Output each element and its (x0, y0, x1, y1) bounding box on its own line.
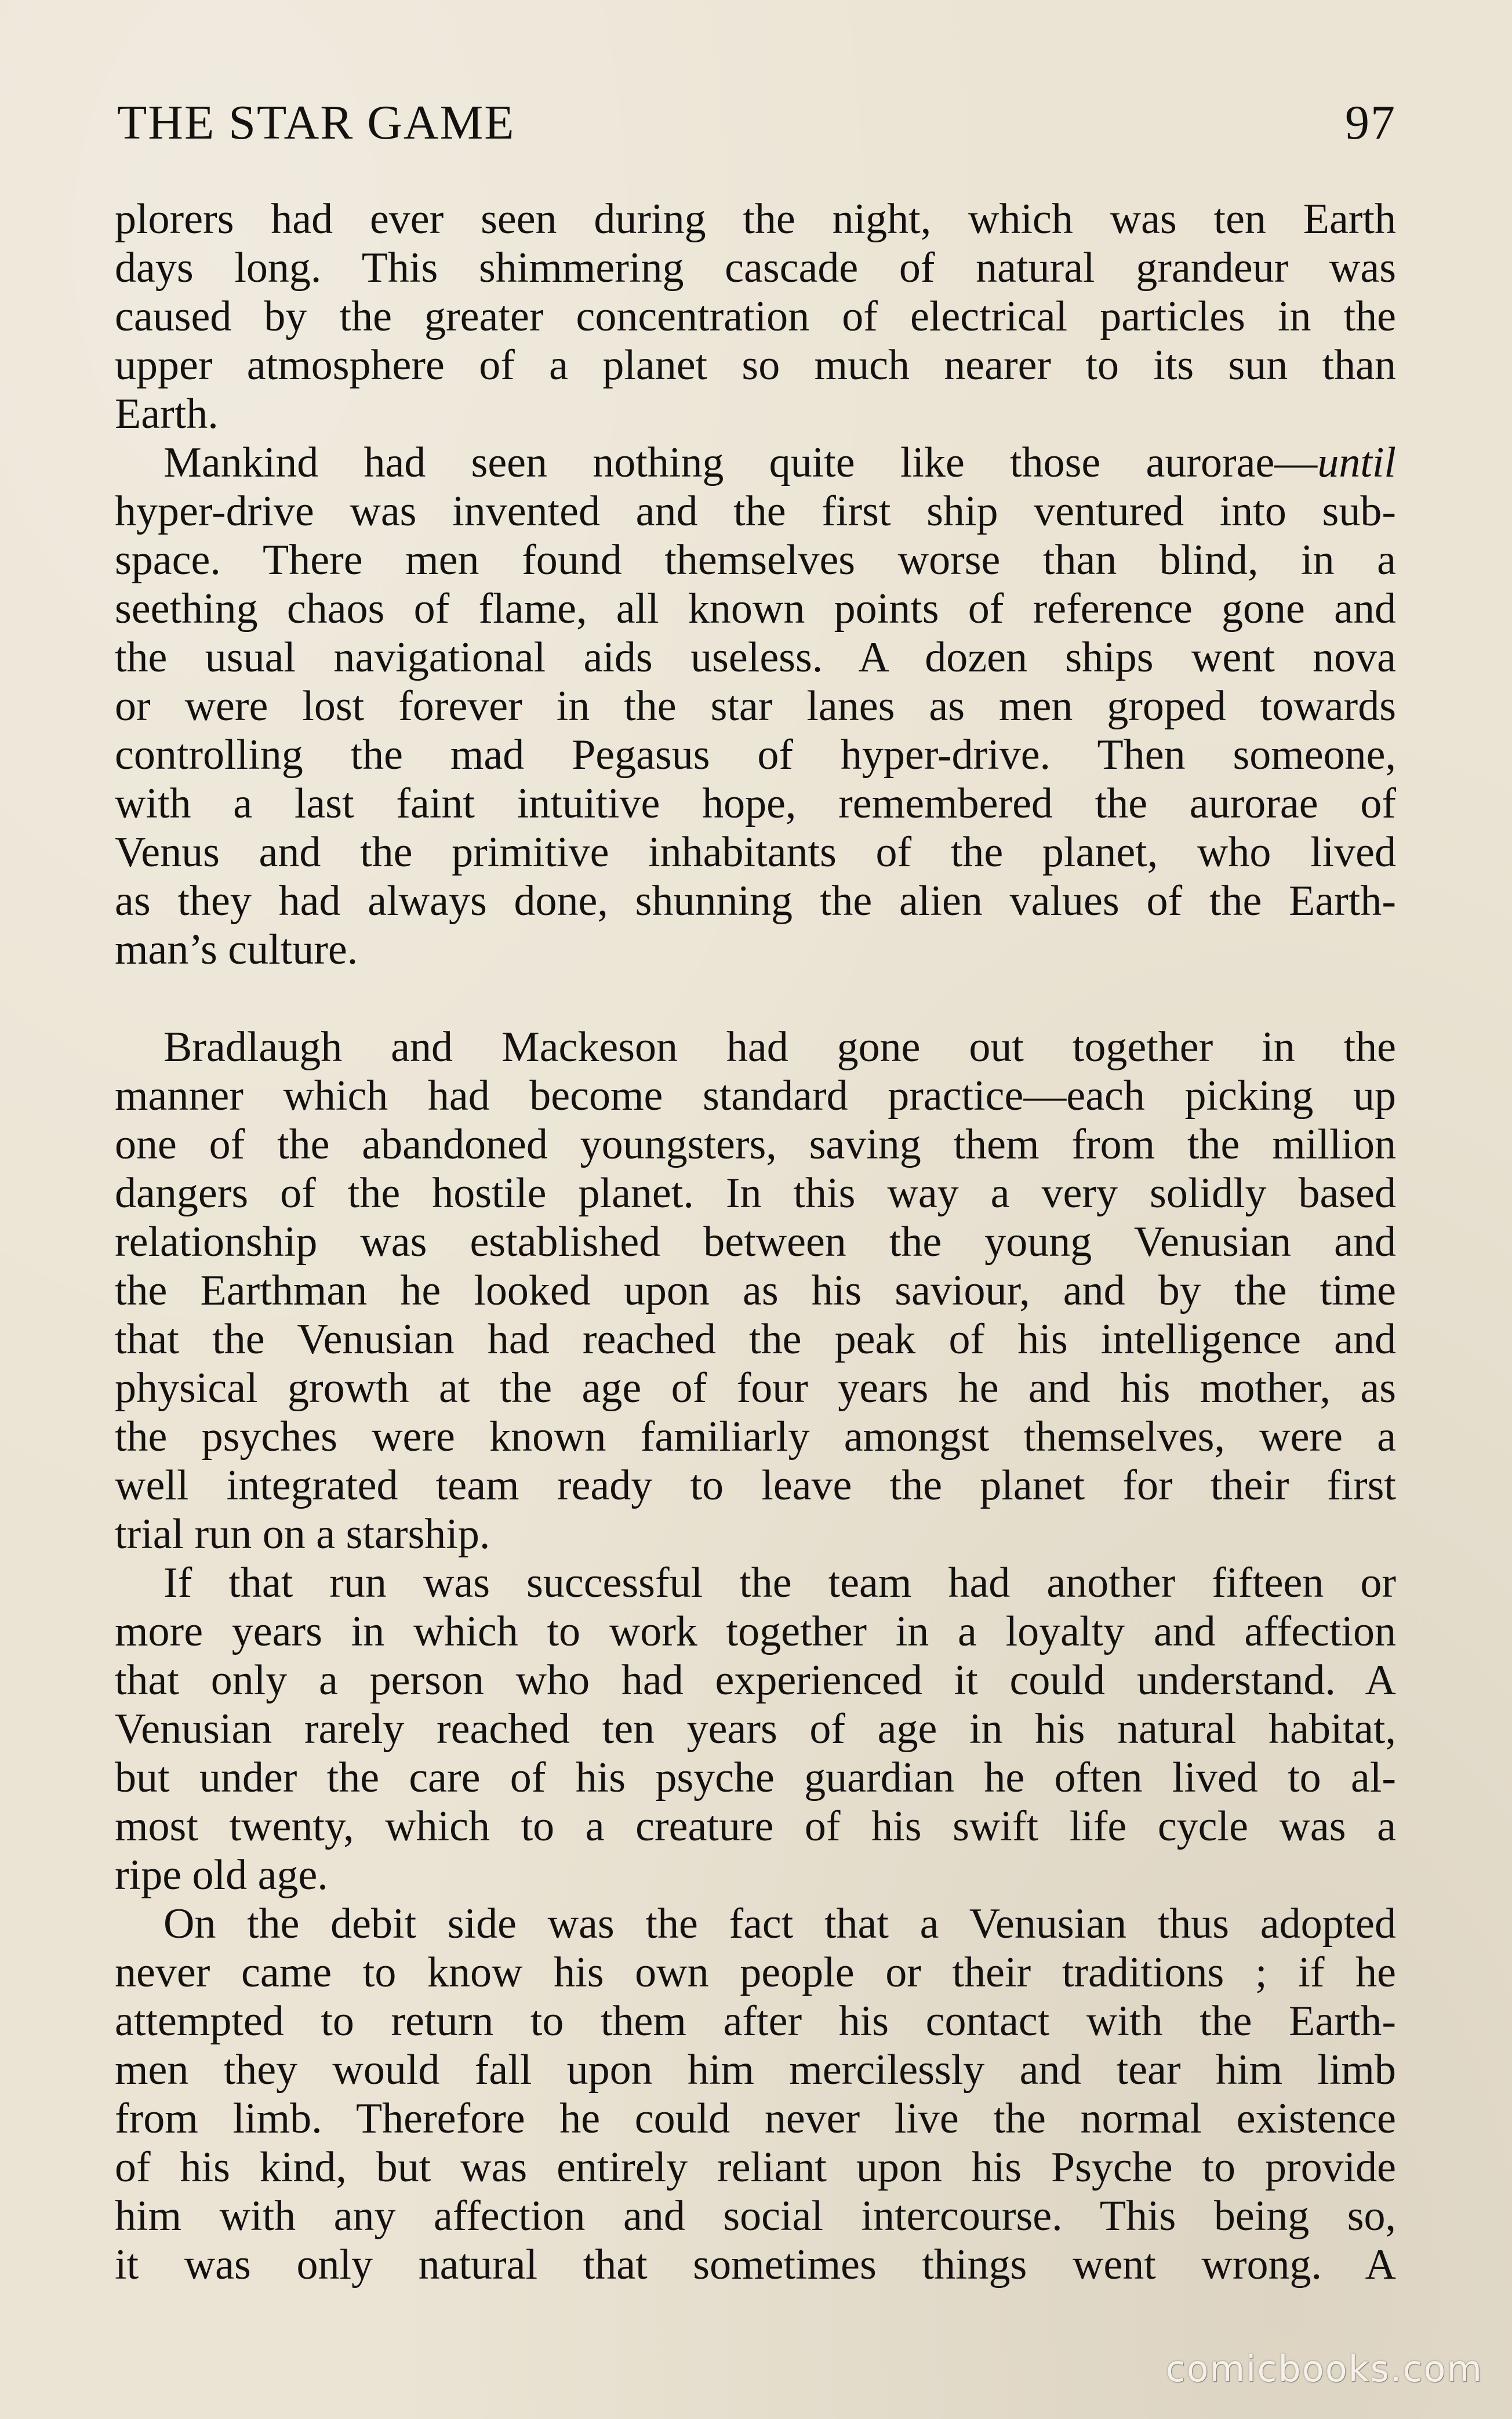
text-line: the psyches were known familiarly amongst themselves, were a (115, 1413, 1396, 1461)
text-line: attempted to return to them after his contact with the Earth- (115, 1997, 1396, 2045)
text-line: Bradlaugh and Mackeson had gone out together in the (163, 1023, 1396, 1071)
text-line: physical growth at the age of four years he and his mother, as (115, 1364, 1396, 1412)
text-line: as they had always done, shunning the alien values of the Earth- (115, 877, 1396, 925)
text-line: with a last faint intuitive hope, remembered the aurorae of (115, 780, 1396, 827)
text-line: more years in which to work together in a loyalty and affection (115, 1608, 1396, 1655)
paragraph-5 (115, 1899, 1396, 2289)
text-line: the Earthman he looked upon as his saviour, and by the time (115, 1267, 1396, 1314)
text-line: from limb. Therefore he could never live the normal existence (115, 2095, 1396, 2142)
text-line: well integrated team ready to leave the planet for their first (115, 1462, 1396, 1509)
paragraph-4 (115, 1559, 1396, 1899)
text-line: caused by the greater concentration of electrical particles in the (115, 293, 1396, 340)
text-line: ripe old age. (115, 1851, 328, 1899)
paragraph-2 (115, 438, 1396, 974)
text-line: If that run was successful the team had another fifteen or (163, 1559, 1396, 1607)
text-line: it was only natural that sometimes things went wrong. A (115, 2241, 1396, 2289)
page-number: 97 (1345, 96, 1396, 150)
text-line: hyper-drive was invented and the first ship ventured into sub- (115, 488, 1396, 535)
text-line: of his kind, but was entirely reliant upon his Psyche to provide (115, 2144, 1396, 2191)
text-line: one of the abandoned youngsters, saving them from the million (115, 1121, 1396, 1168)
body-text (115, 195, 1396, 2289)
italic-word: until (1317, 439, 1396, 486)
text-run: Mankind had seen nothing quite like those aurorae— (163, 439, 1318, 486)
running-head (117, 94, 1396, 152)
text-line: relationship was established between the young Venusian and (115, 1218, 1396, 1266)
text-line: that the Venusian had reached the peak of his intelligence and (115, 1316, 1396, 1363)
text-line: days long. This shimmering cascade of natural grandeur was (115, 244, 1396, 292)
paragraph-1 (115, 195, 1396, 438)
watermark-text: comicbooks.com (1165, 2348, 1483, 2390)
text-line: the usual navigational aids useless. A dozen ships went nova (115, 634, 1396, 681)
text-line: him with any affection and social intercourse. This being so, (115, 2192, 1396, 2240)
text-line: trial run on a starship. (115, 1510, 490, 1558)
text-line: plorers had ever seen during the night, which was ten Earth (115, 195, 1396, 243)
text-line: most twenty, which to a creature of his swift life cycle was a (115, 1803, 1396, 1850)
paragraph-3 (115, 1023, 1396, 1559)
text-line: that only a person who had experienced it could understand. A (115, 1657, 1396, 1704)
text-line: Earth. (115, 390, 219, 438)
text-line: dangers of the hostile planet. In this way a very solidly based (115, 1169, 1396, 1217)
text-line: man’s culture. (115, 926, 358, 974)
text-line: or were lost forever in the star lanes as men groped towards (115, 682, 1396, 730)
text-line: space. There men found themselves worse than blind, in a (115, 536, 1396, 584)
text-line: controlling the mad Pegasus of hyper-drive. Then someone, (115, 731, 1396, 779)
text-line: upper atmosphere of a planet so much nearer to its sun than (115, 342, 1396, 389)
text-line: but under the care of his psyche guardian he often lived to al- (115, 1754, 1396, 1801)
text-line: On the debit side was the fact that a Venusian thus adopted (163, 1900, 1396, 1948)
section-break (115, 974, 1396, 1023)
text-line: seething chaos of flame, all known points of reference gone and (115, 585, 1396, 633)
text-line: manner which had become standard practice—each picking up (115, 1072, 1396, 1120)
text-line: Venus and the primitive inhabitants of the planet, who lived (115, 829, 1396, 876)
text-line (115, 438, 1396, 487)
text-line: never came to know his own people or their traditions ; if he (115, 1949, 1396, 1996)
running-title: THE STAR GAME (117, 96, 515, 150)
text-line: men they would fall upon him mercilessly and tear him limb (115, 2046, 1396, 2094)
text-line: Venusian rarely reached ten years of age in his natural habitat, (115, 1705, 1396, 1753)
